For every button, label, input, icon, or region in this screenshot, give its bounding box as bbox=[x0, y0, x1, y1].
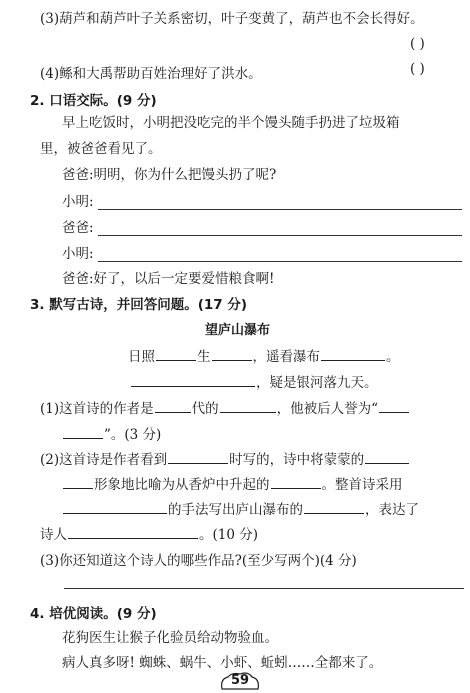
q1-item-3: (3)葫芦和葫芦叶子关系密切，叶子变黄了，葫芦也不会长得好。 bbox=[40, 11, 424, 27]
s2-part-h: 。(10 分) bbox=[199, 527, 259, 543]
q3-sub-2-cont-1 bbox=[62, 475, 403, 494]
q3-sub-1 bbox=[40, 399, 410, 418]
s2-part-g: 诗人 bbox=[40, 527, 67, 543]
blank-title-b[interactable] bbox=[63, 425, 103, 439]
answer-paren-3[interactable]: ( ) bbox=[410, 36, 425, 52]
s2-part-b: 时写的，诗中将蒙蒙的 bbox=[229, 452, 365, 468]
q3-sub-2 bbox=[40, 450, 410, 469]
poem-verse-1 bbox=[128, 347, 400, 366]
s1-part-d: ”。(3 分) bbox=[104, 427, 162, 443]
q2-dialog-5: 爸爸:好了，以后一定要爱惜粮食啊! bbox=[62, 271, 275, 287]
blank-feature[interactable] bbox=[304, 500, 364, 514]
q4-title: 4. 培优阅读。(9 分) bbox=[30, 606, 157, 622]
verse1-part-d: 。 bbox=[386, 349, 400, 365]
q2-title: 2. 口语交际。(9 分) bbox=[30, 93, 157, 109]
blank-verse1-c[interactable] bbox=[321, 347, 385, 361]
blank-dynasty[interactable] bbox=[155, 399, 191, 413]
poem-verse-2 bbox=[130, 373, 378, 392]
q1-item-4: (4)鲧和大禹帮助百姓治理好了洪水。 bbox=[40, 66, 262, 82]
blank-misty[interactable] bbox=[365, 450, 409, 464]
answer-line-xiaoming-1[interactable] bbox=[98, 209, 462, 210]
blank-emotion[interactable] bbox=[68, 525, 198, 539]
q3-sub-2-cont-2 bbox=[62, 500, 419, 519]
answer-line-xiaoming-2[interactable] bbox=[98, 261, 462, 262]
s2-part-f: ，表达了 bbox=[365, 502, 419, 518]
page-number-text: 59 bbox=[230, 673, 250, 688]
blank-technique[interactable] bbox=[63, 500, 167, 514]
page-number bbox=[218, 671, 262, 691]
answer-line-baba[interactable] bbox=[98, 235, 462, 236]
q3-title: 3. 默写古诗，并回答问题。(17 分) bbox=[30, 297, 248, 313]
q2-paragraph-1: 早上吃饭时，小明把没吃完的半个馒头随手扔进了垃圾箱 bbox=[62, 115, 400, 131]
q2-paragraph-2: 里，被爸爸看见了。 bbox=[40, 141, 162, 157]
verse2-text: ，疑是银河落九天。 bbox=[256, 375, 378, 391]
blank-title-a[interactable] bbox=[379, 399, 409, 413]
blank-saw[interactable] bbox=[168, 450, 228, 464]
verse1-part-a: 日照 bbox=[128, 349, 155, 365]
blank-rising[interactable] bbox=[271, 475, 321, 489]
verse1-part-b: 生 bbox=[197, 349, 211, 365]
s1-part-b: 代的 bbox=[191, 401, 219, 417]
blank-verse2[interactable] bbox=[131, 373, 255, 387]
verse1-part-c: ，遥看瀑布 bbox=[252, 349, 320, 365]
q2-dialog-3-label: 爸爸: bbox=[62, 220, 94, 236]
q4-paragraph-2: 病人真多呀! 蜘蛛、蜗牛、小虾、蚯蚓……全都来了。 bbox=[62, 655, 383, 671]
q3-sub-3: (3)你还知道这个诗人的哪些作品?(至少写两个)(4 分) bbox=[40, 553, 357, 569]
q2-dialog-1: 爸爸:明明，你为什么把馒头扔了呢? bbox=[62, 167, 277, 183]
q2-dialog-2-label: 小明: bbox=[62, 194, 94, 210]
s2-part-c: 形象地比喻为从香炉中升起的 bbox=[94, 477, 270, 493]
s2-part-a: (2)这首诗是作者看到 bbox=[40, 452, 168, 468]
s2-part-d: 。整首诗采用 bbox=[321, 477, 403, 493]
q3-sub-2-cont-3 bbox=[40, 525, 258, 544]
s1-part-c: ，他被后人誉为“ bbox=[276, 401, 379, 417]
s1-part-a: (1)这首诗的作者是 bbox=[40, 401, 154, 417]
blank-misty-2[interactable] bbox=[63, 475, 93, 489]
blank-verse1-a[interactable] bbox=[156, 347, 196, 361]
answer-line-works[interactable] bbox=[64, 588, 464, 589]
q2-dialog-4-label: 小明: bbox=[62, 246, 94, 262]
poem-title: 望庐山瀑布 bbox=[205, 323, 271, 338]
q3-sub-1-cont bbox=[62, 425, 161, 444]
q4-paragraph-1: 花狗医生让猴子化验员给动物验血。 bbox=[62, 630, 278, 646]
answer-paren-4[interactable]: ( ) bbox=[410, 61, 425, 77]
s2-part-e: 的手法写出庐山瀑布的 bbox=[168, 502, 303, 518]
blank-author[interactable] bbox=[220, 399, 276, 413]
blank-verse1-b[interactable] bbox=[212, 347, 252, 361]
